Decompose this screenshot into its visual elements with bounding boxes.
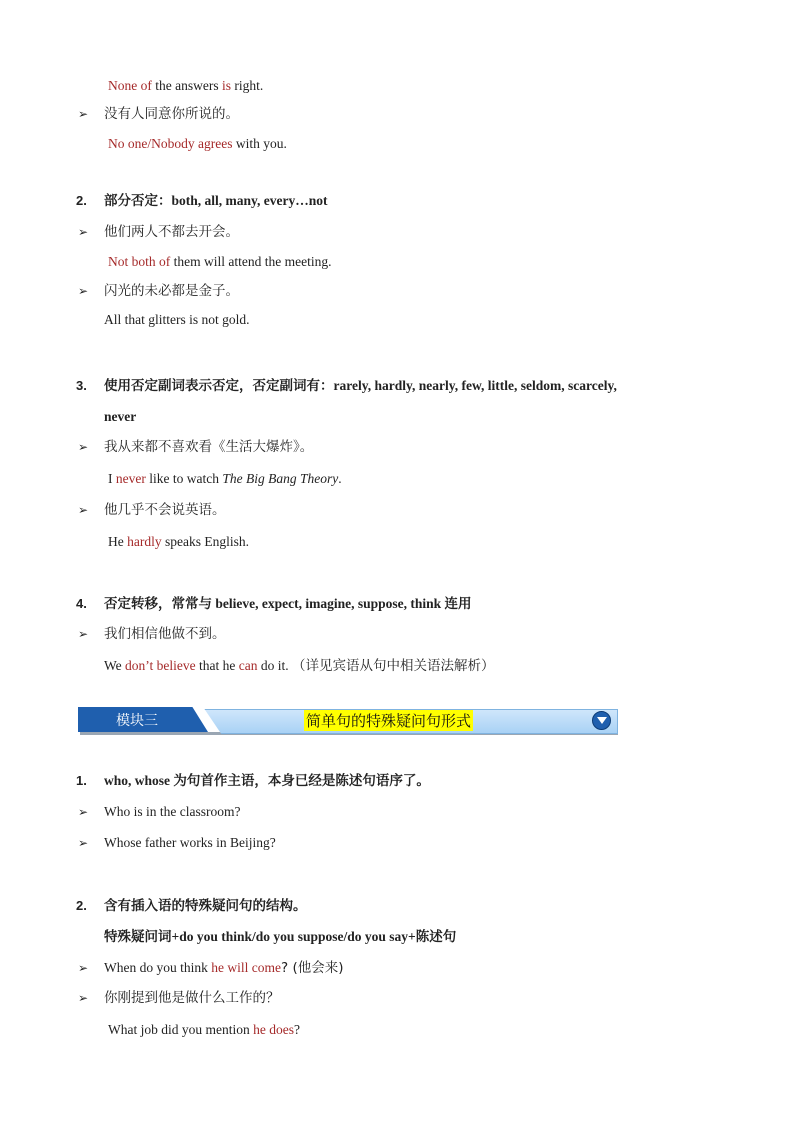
bullet-arrow-icon: ➢ [78,440,89,454]
example-question: Whose father works in Beijing? [104,835,276,850]
chinese-sentence: 我从来都不喜欢看《生活大爆炸》。 [104,439,314,455]
structure-formula: 特殊疑问词+do you think/do you suppose/do you say+陈述句 [104,929,457,944]
example-line [108,77,263,95]
text: them will attend the meeting. [170,254,332,269]
chinese-sentence: 他们两人不都去开会。 [104,224,239,240]
highlight: None of [108,78,152,93]
example-line [108,533,249,551]
item-heading: 使用否定副词表示否定，否定副词有：rarely, hardly, nearly, few, little, seldom, scarcely, [104,378,617,393]
highlight: he will come [211,960,281,975]
item-number: 1. [76,773,87,788]
highlight: is [221,78,231,93]
bullet-arrow-icon: ➢ [78,107,89,121]
highlight: he does [253,1022,294,1037]
chinese-sentence: 你刚提到他是做什么工作的？ [104,990,280,1006]
bullet-arrow-icon: ➢ [78,627,89,641]
note: （详见宾语从句中相关语法解析） [292,658,495,674]
chinese-sentence: 他几乎不会说英语。 [104,502,226,518]
module-banner [78,707,618,734]
text: We [104,658,126,673]
text: . [338,471,342,486]
highlight: No one/Nobody agrees [108,136,233,151]
chevron-down-icon[interactable] [592,711,611,730]
bullet-arrow-icon: ➢ [78,225,89,239]
item-number: 4. [76,596,87,611]
item-heading: 含有插入语的特殊疑问句的结构。 [104,898,307,913]
text: When do you think [104,960,212,975]
highlight: Not both of [108,254,171,269]
chinese-sentence: 没有人同意你所说的。 [104,106,239,122]
item-heading: who, whose 为句首作主语，本身已经是陈述句语序了。 [104,773,430,788]
example-line [104,657,495,675]
text: He [108,534,128,549]
bullet-arrow-icon: ➢ [78,961,89,975]
text: do it. [257,658,293,673]
text: speaks English. [161,534,249,549]
text: ? [293,1022,300,1037]
item-number: 2. [76,193,87,208]
module-label: 模块三 [116,713,158,729]
title-italic: The Big Bang Theory [222,471,339,486]
bullet-arrow-icon: ➢ [78,805,89,819]
text: I [108,471,116,486]
example-line: All that glitters is not gold. [104,312,250,327]
item-heading: 否定转移，常常与 believe, expect, imagine, suppose, think 连用 [104,596,472,611]
bullet-arrow-icon: ➢ [78,991,89,1005]
item-heading-continued: never [104,409,137,424]
bullet-arrow-icon: ➢ [78,836,89,850]
highlight: can [238,658,258,673]
text: with you. [232,136,287,151]
bullet-arrow-icon: ➢ [78,503,89,517]
example-question: Who is in the classroom? [104,804,241,819]
text: the answers [151,78,222,93]
example-question [104,959,343,977]
text: right. [231,78,264,93]
example-line [108,253,331,271]
item-number: 3. [76,378,87,393]
item-heading: 部分否定：both, all, many, every…not [104,193,328,208]
example-line [108,135,287,153]
example-line [108,470,342,488]
text: ? (他会来) [280,960,344,976]
chinese-sentence: 我们相信他做不到。 [104,626,226,642]
chinese-sentence: 闪光的未必都是金子。 [104,283,239,299]
text: What job did you mention [108,1022,254,1037]
item-number: 2. [76,898,87,913]
bullet-arrow-icon: ➢ [78,284,89,298]
text: that he [195,658,239,673]
module-title: 简单句的特殊疑问句形式 [306,712,472,730]
highlight: hardly [127,534,162,549]
highlight: never [115,471,146,486]
highlight: don’t believe [125,658,196,673]
text: like to watch [145,471,223,486]
example-question [108,1021,300,1039]
